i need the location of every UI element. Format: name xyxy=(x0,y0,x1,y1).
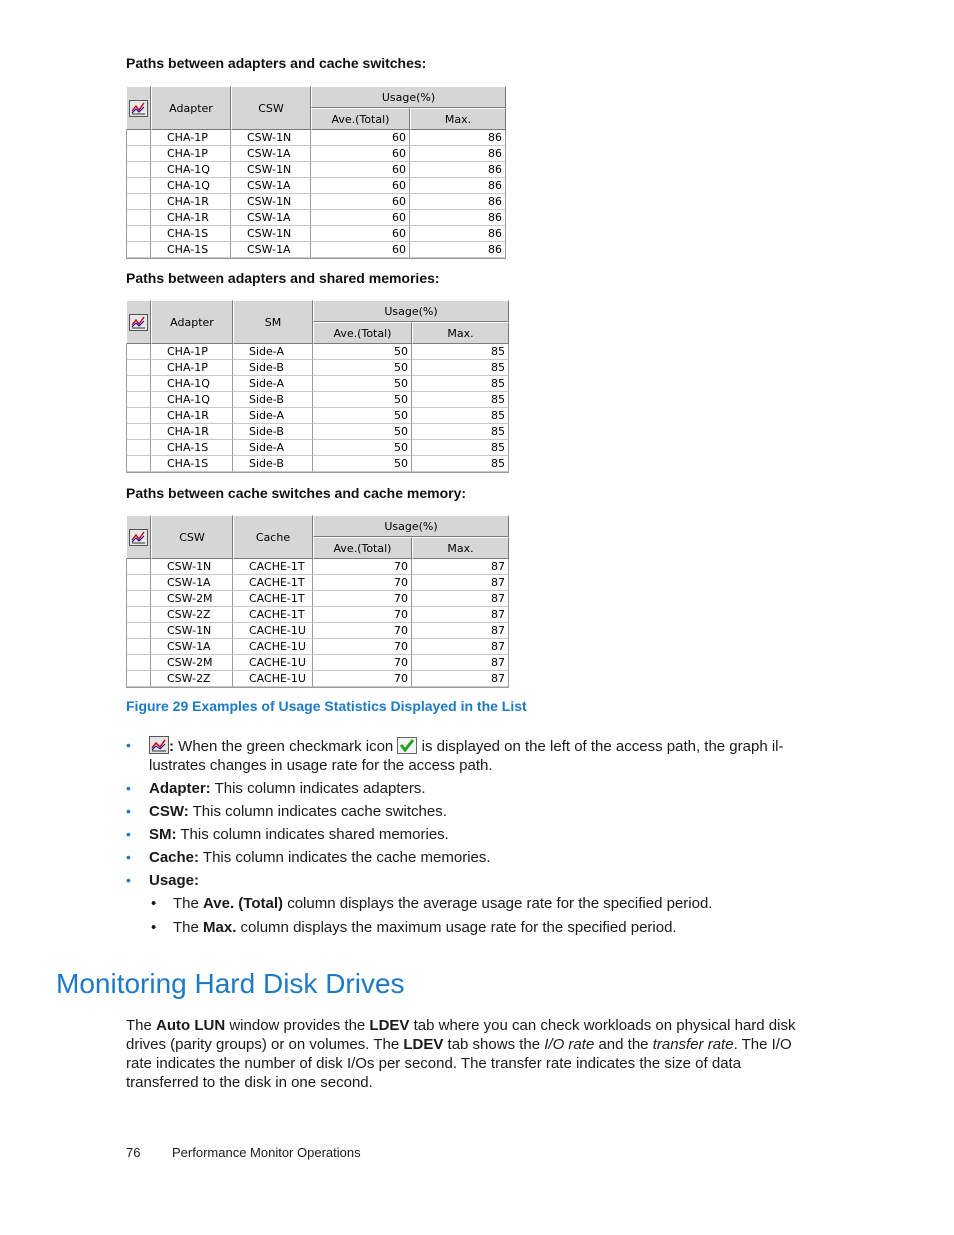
graph-icon xyxy=(149,736,169,754)
para-text: tab where you can check workloads on physical hard disk drives (parity groups) or on volumes. The xyxy=(126,1017,796,1053)
graph-toggle-cell[interactable] xyxy=(126,178,151,194)
cell-sm: Side-B xyxy=(233,360,313,376)
graph-toggle-cell[interactable] xyxy=(126,639,151,655)
cell-max: 86 xyxy=(410,130,506,146)
cell-adapter: CHA-1Q xyxy=(151,162,231,178)
table-row[interactable] xyxy=(126,376,509,392)
para-text: The xyxy=(126,1017,157,1034)
cell-adapter: CHA-1S xyxy=(151,242,231,258)
table-row[interactable] xyxy=(126,591,509,607)
graph-icon xyxy=(129,314,148,331)
table-row[interactable] xyxy=(126,559,509,575)
cell-adapter: CHA-1P xyxy=(151,344,233,360)
column-header-max[interactable]: Max. xyxy=(412,322,509,344)
page-footer xyxy=(126,1145,361,1160)
cell-ave-total: 70 xyxy=(313,639,412,655)
cell-max: 85 xyxy=(412,392,509,408)
page-number: 76 xyxy=(126,1145,141,1160)
cell-max: 85 xyxy=(412,456,509,472)
cell-adapter: CHA-1R xyxy=(151,424,233,440)
bullet-sm-term: SM: xyxy=(149,826,177,843)
cell-ave-total: 60 xyxy=(311,130,410,146)
graph-column-header[interactable] xyxy=(126,515,151,559)
graph-toggle-cell[interactable] xyxy=(126,671,151,687)
table-row[interactable] xyxy=(126,210,506,226)
column-header-usage: Usage(%) xyxy=(313,300,509,322)
cell-cache: CACHE-1T xyxy=(233,607,313,623)
cell-max: 87 xyxy=(412,575,509,591)
sub-bullet-dot: • xyxy=(151,919,157,936)
cell-max: 85 xyxy=(412,360,509,376)
bullet-adapter-term: Adapter: xyxy=(149,780,211,797)
cell-adapter: CHA-1S xyxy=(151,440,233,456)
table-row[interactable] xyxy=(126,146,506,162)
sub-max-term: Max. xyxy=(203,919,237,936)
para-text: . The I/O rate indicates the number of disk I/Os per second. The transfer rate indicates the size of data transferred to the disk in one second. xyxy=(126,1036,792,1091)
bullet-dot: • xyxy=(126,737,131,753)
cell-csw: CSW-1A xyxy=(151,575,233,591)
cell-max: 87 xyxy=(412,559,509,575)
cell-csw: CSW-1N xyxy=(231,130,311,146)
cell-cache: CACHE-1U xyxy=(233,639,313,655)
para-bold-ldev: LDEV xyxy=(369,1017,410,1034)
bullet-dot: • xyxy=(126,780,131,796)
section-label-adapter-csw: Paths between adapters and cache switches: xyxy=(126,55,427,71)
column-header-usage: Usage(%) xyxy=(313,515,509,537)
cell-ave-total: 50 xyxy=(313,456,412,472)
sub-bullet-dot: • xyxy=(151,895,157,912)
table-body xyxy=(126,559,509,688)
column-header-adapter[interactable]: Adapter xyxy=(151,300,233,344)
sub-bullet-ave xyxy=(126,894,806,913)
bullet-sm-text: This column indicates shared memories. xyxy=(176,826,449,843)
cell-max: 87 xyxy=(412,655,509,671)
cell-csw: CSW-2Z xyxy=(151,607,233,623)
bullet-usage-term: Usage: xyxy=(149,872,200,889)
footer-title: Performance Monitor Operations xyxy=(172,1145,361,1160)
cell-max: 87 xyxy=(412,591,509,607)
cell-ave-total: 60 xyxy=(311,242,410,258)
bullet-sm xyxy=(126,825,806,844)
para-bold-auto-lun: Auto LUN xyxy=(156,1017,226,1034)
section-heading: Monitoring Hard Disk Drives xyxy=(56,968,405,999)
bullet-graph xyxy=(126,736,806,775)
column-header-adapter[interactable]: Adapter xyxy=(151,86,231,130)
bullet-graph-term: : xyxy=(169,738,174,755)
sub-max-text: column displays the maximum usage rate for the specified period. xyxy=(236,919,677,936)
cell-csw: CSW-1N xyxy=(151,559,233,575)
cell-ave-total: 50 xyxy=(313,344,412,360)
cell-ave-total: 60 xyxy=(311,162,410,178)
graph-column-header[interactable] xyxy=(126,86,151,130)
cell-max: 87 xyxy=(412,623,509,639)
cell-max: 86 xyxy=(410,162,506,178)
figure-caption: Figure 29 Examples of Usage Statistics Displayed in the List xyxy=(126,698,527,714)
graph-toggle-cell[interactable] xyxy=(126,194,151,210)
cell-ave-total: 70 xyxy=(313,607,412,623)
cell-cache: CACHE-1U xyxy=(233,623,313,639)
body-paragraph xyxy=(126,1016,806,1092)
cell-max: 85 xyxy=(412,424,509,440)
section-label-adapter-sm: Paths between adapters and shared memories: xyxy=(126,270,440,286)
cell-sm: Side-B xyxy=(233,456,313,472)
graph-toggle-cell[interactable] xyxy=(126,440,151,456)
graph-toggle-cell[interactable] xyxy=(126,575,151,591)
para-bold-ldev: LDEV xyxy=(403,1036,444,1053)
table-row[interactable] xyxy=(126,639,509,655)
section-label-csw-cache: Paths between cache switches and cache memory: xyxy=(126,485,467,501)
graph-toggle-cell[interactable] xyxy=(126,607,151,623)
cell-ave-total: 50 xyxy=(313,360,412,376)
cell-max: 85 xyxy=(412,440,509,456)
usage-table-adapter-csw xyxy=(126,86,506,257)
cell-ave-total: 50 xyxy=(313,392,412,408)
sub-ave-term: Ave. (Total) xyxy=(203,895,284,912)
cell-ave-total: 70 xyxy=(313,575,412,591)
bullet-csw xyxy=(126,802,806,821)
cell-max: 86 xyxy=(410,146,506,162)
bullet-usage xyxy=(126,871,806,890)
cell-adapter: CHA-1R xyxy=(151,194,231,210)
bullet-dot: • xyxy=(126,803,131,819)
graph-toggle-cell[interactable] xyxy=(126,456,151,472)
graph-toggle-cell[interactable] xyxy=(126,210,151,226)
table-row[interactable] xyxy=(126,575,509,591)
cell-max: 86 xyxy=(410,226,506,242)
column-header-max[interactable]: Max. xyxy=(410,108,506,130)
cell-csw: CSW-2M xyxy=(151,655,233,671)
green-checkmark-icon xyxy=(397,737,417,754)
para-italic-io-rate: I/O rate xyxy=(544,1036,595,1053)
cell-max: 86 xyxy=(410,242,506,258)
cell-csw: CSW-1N xyxy=(231,162,311,178)
graph-icon xyxy=(129,100,148,117)
table-row[interactable] xyxy=(126,408,509,424)
graph-toggle-cell[interactable] xyxy=(126,559,151,575)
cell-max: 85 xyxy=(412,344,509,360)
cell-ave-total: 70 xyxy=(313,671,412,687)
table-row[interactable] xyxy=(126,242,506,258)
cell-max: 85 xyxy=(412,408,509,424)
column-header-max[interactable]: Max. xyxy=(412,537,509,559)
cell-sm: Side-A xyxy=(233,344,313,360)
sub-max-pre: The xyxy=(173,919,204,936)
graph-toggle-cell[interactable] xyxy=(126,408,151,424)
cell-ave-total: 50 xyxy=(313,376,412,392)
column-header-csw[interactable]: CSW xyxy=(231,86,311,130)
usage-table-csw-cache xyxy=(126,515,509,686)
bullet-dot: • xyxy=(126,872,131,888)
cell-cache: CACHE-1T xyxy=(233,591,313,607)
table-row[interactable] xyxy=(126,456,509,472)
table-row[interactable] xyxy=(126,424,509,440)
sub-bullet-max xyxy=(126,918,806,937)
cell-adapter: CHA-1R xyxy=(151,210,231,226)
bullet-graph-text-a: When the green checkmark icon xyxy=(174,738,398,755)
table-row[interactable] xyxy=(126,392,509,408)
cell-ave-total: 60 xyxy=(311,226,410,242)
cell-cache: CACHE-1U xyxy=(233,671,313,687)
graph-toggle-cell[interactable] xyxy=(126,242,151,258)
cell-csw: CSW-1A xyxy=(151,639,233,655)
graph-toggle-cell[interactable] xyxy=(126,344,151,360)
table-row[interactable] xyxy=(126,623,509,639)
cell-sm: Side-B xyxy=(233,424,313,440)
para-text: window provides the xyxy=(225,1017,370,1034)
cell-csw: CSW-1A xyxy=(231,210,311,226)
table-row[interactable] xyxy=(126,607,509,623)
para-text: and the xyxy=(594,1036,653,1053)
cell-ave-total: 70 xyxy=(313,623,412,639)
graph-column-header[interactable] xyxy=(126,300,151,344)
bullet-cache-term: Cache: xyxy=(149,849,200,866)
cell-adapter: CHA-1Q xyxy=(151,178,231,194)
cell-csw: CSW-2Z xyxy=(151,671,233,687)
cell-csw: CSW-1A xyxy=(231,242,311,258)
bullet-list xyxy=(126,736,806,942)
cell-max: 87 xyxy=(412,607,509,623)
cell-sm: Side-A xyxy=(233,376,313,392)
graph-toggle-cell[interactable] xyxy=(126,392,151,408)
column-header-ave-total[interactable]: Ave.(Total) xyxy=(313,322,412,344)
column-header-csw[interactable]: CSW xyxy=(151,515,233,559)
bullet-cache xyxy=(126,848,806,867)
table-row[interactable] xyxy=(126,671,509,687)
cell-ave-total: 60 xyxy=(311,210,410,226)
cell-csw: CSW-2M xyxy=(151,591,233,607)
table-body xyxy=(126,344,509,473)
graph-icon xyxy=(129,529,148,546)
cell-ave-total: 60 xyxy=(311,194,410,210)
para-text: tab shows the xyxy=(443,1036,545,1053)
cell-csw: CSW-1N xyxy=(151,623,233,639)
bullet-dot: • xyxy=(126,849,131,865)
graph-toggle-cell[interactable] xyxy=(126,655,151,671)
sub-ave-text: column displays the average usage rate for the specified period. xyxy=(283,895,713,912)
cell-cache: CACHE-1U xyxy=(233,655,313,671)
para-italic-transfer-rate: transfer rate xyxy=(652,1036,734,1053)
cell-adapter: CHA-1S xyxy=(151,456,233,472)
bullet-adapter-text: This column indicates adapters. xyxy=(210,780,426,797)
cell-ave-total: 60 xyxy=(311,146,410,162)
cell-sm: Side-A xyxy=(233,440,313,456)
table-row[interactable] xyxy=(126,655,509,671)
table-row[interactable] xyxy=(126,226,506,242)
cell-ave-total: 60 xyxy=(311,178,410,194)
cell-adapter: CHA-1P xyxy=(151,146,231,162)
column-header-ave-total[interactable]: Ave.(Total) xyxy=(311,108,410,130)
cell-csw: CSW-1N xyxy=(231,226,311,242)
graph-toggle-cell[interactable] xyxy=(126,146,151,162)
table-row[interactable] xyxy=(126,440,509,456)
sub-ave-pre: The xyxy=(173,895,204,912)
bullet-cache-text: This column indicates the cache memories. xyxy=(199,849,491,866)
column-header-sm[interactable]: SM xyxy=(233,300,313,344)
graph-toggle-cell[interactable] xyxy=(126,623,151,639)
cell-max: 87 xyxy=(412,671,509,687)
bullet-graph-text-b: is displayed on the left of the access path, the graph il-lustrates changes in usage rate for the access path. xyxy=(149,738,784,774)
cell-max: 86 xyxy=(410,178,506,194)
bullet-adapter xyxy=(126,779,806,798)
cell-csw: CSW-1N xyxy=(231,194,311,210)
cell-ave-total: 70 xyxy=(313,655,412,671)
cell-adapter: CHA-1P xyxy=(151,360,233,376)
bullet-csw-term: CSW: xyxy=(149,803,189,820)
table-row[interactable] xyxy=(126,344,509,360)
usage-table-adapter-sm xyxy=(126,300,509,471)
cell-csw: CSW-1A xyxy=(231,146,311,162)
cell-max: 86 xyxy=(410,210,506,226)
graph-toggle-cell[interactable] xyxy=(126,376,151,392)
cell-ave-total: 50 xyxy=(313,424,412,440)
cell-max: 86 xyxy=(410,194,506,210)
graph-toggle-cell[interactable] xyxy=(126,424,151,440)
cell-adapter: CHA-1P xyxy=(151,130,231,146)
table-row[interactable] xyxy=(126,162,506,178)
column-header-cache[interactable]: Cache xyxy=(233,515,313,559)
bullet-dot: • xyxy=(126,826,131,842)
cell-adapter: CHA-1S xyxy=(151,226,231,242)
table-body xyxy=(126,130,506,259)
graph-toggle-cell[interactable] xyxy=(126,130,151,146)
graph-toggle-cell[interactable] xyxy=(126,360,151,376)
table-row[interactable] xyxy=(126,130,506,146)
cell-adapter: CHA-1Q xyxy=(151,376,233,392)
bullet-csw-text: This column indicates cache switches. xyxy=(188,803,447,820)
cell-sm: Side-A xyxy=(233,408,313,424)
cell-cache: CACHE-1T xyxy=(233,559,313,575)
cell-ave-total: 50 xyxy=(313,408,412,424)
table-row[interactable] xyxy=(126,178,506,194)
graph-toggle-cell[interactable] xyxy=(126,226,151,242)
column-header-ave-total[interactable]: Ave.(Total) xyxy=(313,537,412,559)
cell-sm: Side-B xyxy=(233,392,313,408)
cell-cache: CACHE-1T xyxy=(233,575,313,591)
cell-csw: CSW-1A xyxy=(231,178,311,194)
cell-max: 87 xyxy=(412,639,509,655)
cell-ave-total: 50 xyxy=(313,440,412,456)
table-row[interactable] xyxy=(126,360,509,376)
graph-toggle-cell[interactable] xyxy=(126,591,151,607)
graph-toggle-cell[interactable] xyxy=(126,162,151,178)
table-row[interactable] xyxy=(126,194,506,210)
column-header-usage: Usage(%) xyxy=(311,86,506,108)
cell-adapter: CHA-1Q xyxy=(151,392,233,408)
cell-max: 85 xyxy=(412,376,509,392)
cell-adapter: CHA-1R xyxy=(151,408,233,424)
cell-ave-total: 70 xyxy=(313,591,412,607)
cell-ave-total: 70 xyxy=(313,559,412,575)
